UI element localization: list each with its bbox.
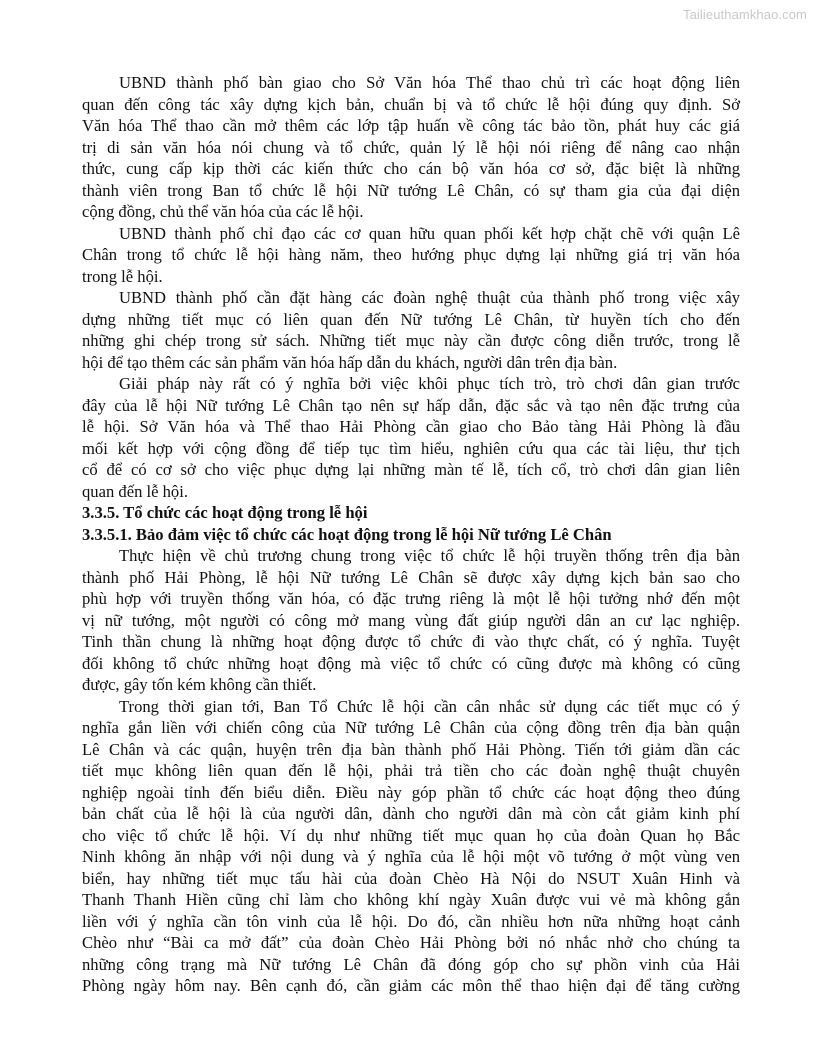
watermark: Tailieuthamkhao.com bbox=[682, 7, 807, 22]
text-line: quan đến công tác xây dựng kịch bản, chuẩn bị và tổ chức lễ hội đúng quy định. Sở bbox=[82, 94, 740, 114]
section-heading: 3.3.5.1. Bảo đảm việc tổ chức các hoạt động trong lễ hội Nữ tướng Lê Chân bbox=[82, 524, 612, 544]
text-line: những ghi chép trong sử sách. Những tiết mục này cần được công diễn trước, trong lễ bbox=[82, 331, 740, 350]
text-line: được, gây tốn kém không cần thiết. bbox=[82, 675, 317, 694]
text-line: thành viên trong Ban tổ chức lễ hội Nữ tướng Lê Chân, có sự tham gia của đại diện bbox=[82, 180, 740, 200]
text-line: Tinh thần chung là những hoạt động được tổ chức đi vào thực chất, có ý nghĩa. Tuyệt bbox=[82, 632, 740, 651]
text-line: cho việc tổ chức lễ hội. Ví dụ như những tiết mục quan họ của đoàn Quan họ Bắc bbox=[82, 825, 740, 845]
text-line: vị nữ tướng, một người có công mở mang vùng đất giúp người dân an cư lạc nghiệp. bbox=[82, 610, 740, 630]
text-line: UBND thành phố chỉ đạo các cơ quan hữu quan phối kết hợp chặt chẽ với quận Lê bbox=[119, 223, 740, 243]
text-line: UBND thành phố cần đặt hàng các đoàn nghệ thuật của thành phố trong việc xây bbox=[119, 288, 740, 307]
text-line: UBND thành phố bàn giao cho Sở Văn hóa Thể thao chủ trì các hoạt động liên bbox=[119, 73, 740, 92]
text-line: trị di sản văn hóa nói chung và tổ chức, quản lý lễ hội nói riêng để nâng cao nhận bbox=[82, 137, 740, 157]
text-line: Lê Chân và các quận, huyện trên địa bàn thành phố Hải Phòng. Tiến tới giảm dần các bbox=[82, 739, 740, 759]
text-line: đây của lễ hội Nữ tướng Lê Chân tạo nên sự hấp dẫn, đặc sắc và tạo nên đặc trưng của bbox=[82, 395, 740, 415]
text-line: thành phố Hải Phòng, lễ hội Nữ tướng Lê Chân sẽ được xây dựng kịch bản sao cho bbox=[82, 567, 740, 587]
text-line: cổ để có cơ sở cho việc phục dựng lại những màn tế lễ, tích cổ, trò chơi dân gian liên bbox=[82, 460, 740, 479]
text-line: lễ hội. Sở Văn hóa và Thể thao Hải Phòng cần giao cho Bảo tàng Hải Phòng là đầu bbox=[82, 417, 740, 436]
text-line: biển, hay những tiết mục tấu hài của đoàn Chèo Hà Nội do NSUT Xuân Hinh và bbox=[82, 868, 740, 888]
text-line: Văn hóa Thể thao cần mở thêm các lớp tập huấn về công tác bảo tồn, phát huy các giá bbox=[82, 116, 740, 135]
text-line: hội để tạo thêm các sản phẩm văn hóa hấp dẫn du khách, người dân trên địa bàn. bbox=[82, 352, 618, 372]
text-line: nghiệp ngoài tỉnh đến biểu diễn. Điều này góp phần tổ chức các hoạt động theo đúng bbox=[82, 782, 740, 802]
text-line: dựng những tiết mục có liên quan đến Nữ tướng Lê Chân, từ huyền tích cho đến bbox=[82, 309, 740, 329]
text-line: cộng đồng, chủ thể văn hóa của các lễ hội. bbox=[82, 202, 364, 221]
text-line: Chân trong tổ chức lễ hội hàng năm, theo hướng phục dựng lại những giá trị văn hóa bbox=[82, 245, 740, 264]
text-line: phù hợp với truyền thống văn hóa, có đặc trưng riêng là một lễ hội tưởng nhớ đến một bbox=[82, 589, 740, 608]
text-line: nghĩa gắn liền với chiến công của Nữ tướng Lê Chân của cộng đồng trên địa bàn quận bbox=[82, 718, 740, 737]
text-line: mối kết hợp với cộng đồng để tiếp tục tìm hiểu, nghiên cứu qua các tài liệu, thư tịch bbox=[82, 438, 740, 458]
section-heading: 3.3.5. Tổ chức các hoạt động trong lễ hội bbox=[82, 503, 368, 522]
text-line: tiết mục không liên quan đến lễ hội, phải trả tiền cho các đoàn nghệ thuật chuyên bbox=[82, 761, 740, 780]
text-line: Ninh không ăn nhập với nội dung và ý nghĩa của lễ hội một võ tướng ở một vùng ven bbox=[82, 847, 740, 866]
text-line: Chèo như “Bài ca mở đất” của đoàn Chèo Hải Phòng bởi nó nhắc nhở cho chúng ta bbox=[82, 933, 740, 952]
document-page bbox=[82, 72, 740, 997]
text-line: bản chất của lễ hội là của người dân, dành cho người dân mà còn cắt giảm kinh phí bbox=[82, 804, 740, 823]
text-line: liền với ý nghĩa cần tôn vinh của lễ hội. Do đó, cần nhiều hơn nữa những hoạt cảnh bbox=[82, 911, 740, 931]
text-line: quan đến lễ hội. bbox=[82, 481, 188, 501]
text-line: Phòng ngày hôm nay. Bên cạnh đó, cần giảm các môn thể thao hiện đại để tăng cường bbox=[82, 976, 740, 995]
text-line: Trong thời gian tới, Ban Tổ Chức lễ hội cần cân nhắc sử dụng các tiết mục có ý bbox=[119, 696, 740, 716]
text-line: những công trạng mà Nữ tướng Lê Chân đã đóng góp cho sự phồn vinh của Hải bbox=[82, 954, 740, 974]
text-line: đối không tổ chức những hoạt động mà việc tổ chức có cũng được mà không có cũng bbox=[82, 653, 740, 673]
text-line: trong lễ hội. bbox=[82, 266, 163, 286]
text-line: Giải pháp này rất có ý nghĩa bởi việc khôi phục tích trò, trò chơi dân gian trước bbox=[119, 374, 740, 393]
text-line: Thực hiện về chủ trương chung trong việc tổ chức lễ hội truyền thống trên địa bàn bbox=[119, 546, 740, 565]
text-line: Thanh Thanh Hiền cũng chỉ làm cho không khí ngày Xuân được vui vẻ mà không gắn bbox=[82, 890, 740, 909]
text-line: thức, cung cấp kịp thời các kiến thức cho cán bộ văn hóa cơ sở, đặc biệt là những bbox=[82, 159, 740, 178]
